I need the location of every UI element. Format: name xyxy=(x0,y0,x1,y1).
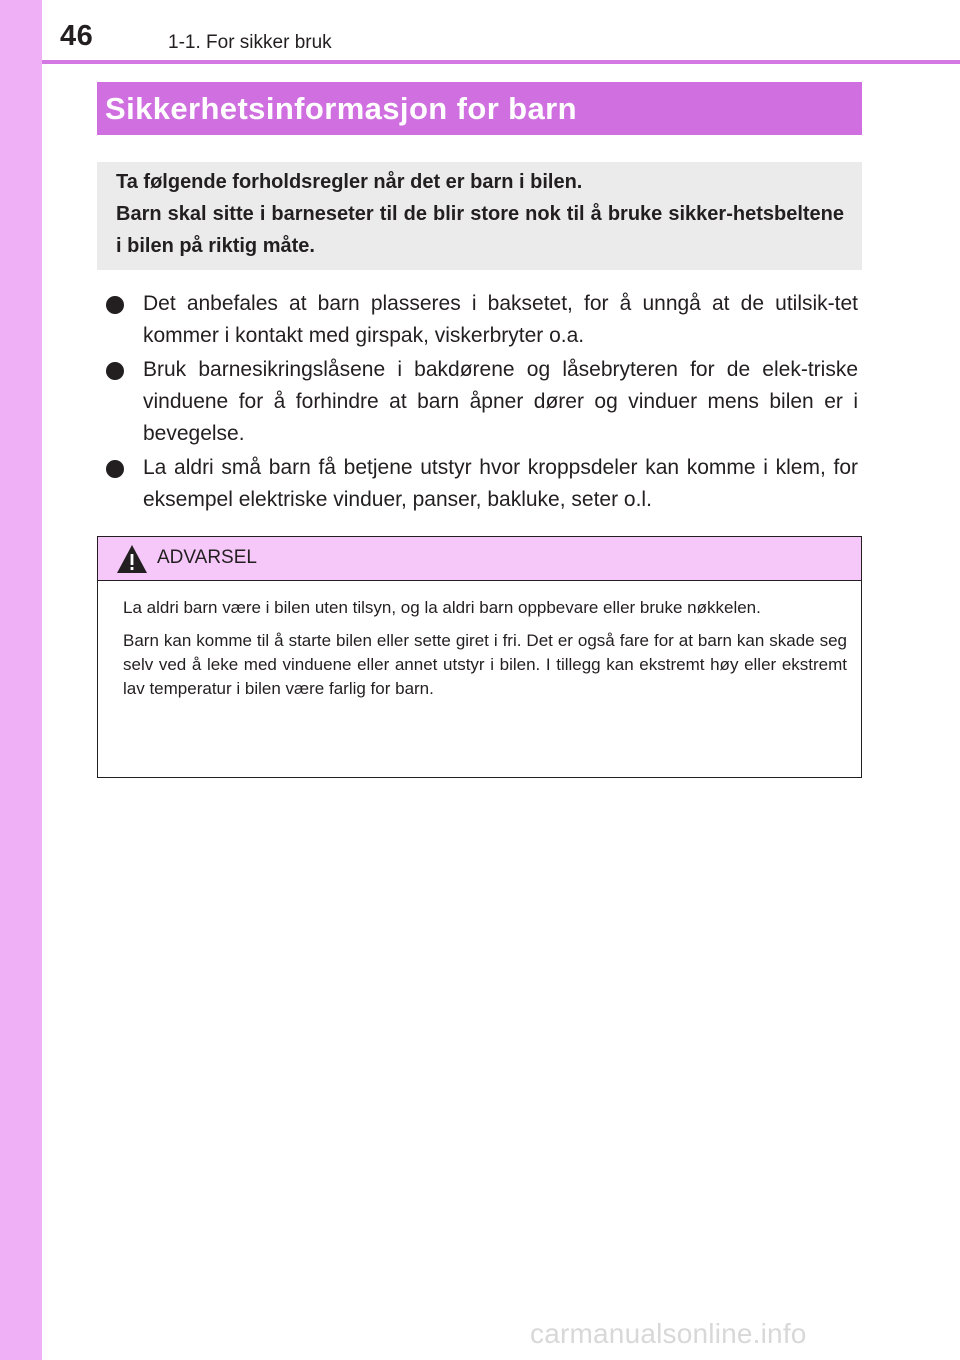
watermark: carmanualsonline.info xyxy=(530,1318,807,1349)
intro-line: Barn skal sitte i barneseter til de blir store nok til å bruke sikker-hetsbeltene i bilen på riktig måte. xyxy=(116,203,844,257)
side-color-strip xyxy=(0,0,42,1360)
bullet-dot-icon xyxy=(106,460,124,478)
header-rule xyxy=(42,60,960,64)
section-label: 1-1. For sikker bruk xyxy=(168,32,332,53)
list-item xyxy=(105,354,858,450)
warning-box xyxy=(97,536,862,778)
warning-triangle-icon xyxy=(116,544,148,574)
intro-line: Ta følgende forholdsregler når det er barn i bilen. xyxy=(116,171,583,193)
warning-label: ADVARSEL xyxy=(157,547,257,568)
list-item xyxy=(105,452,858,516)
list-item-text: La aldri små barn få betjene utstyr hvor kroppsdeler kan komme i klem, for eksempel elektriske vinduer, panser, bakluke, seter o.l. xyxy=(143,456,858,511)
list-item xyxy=(105,288,858,352)
bullet-dot-icon xyxy=(106,296,124,314)
list-item-text: Det anbefales at barn plasseres i baksetet, for å unngå at de utilsik-tet kommer i kontakt med girspak, viskerbryter o.a. xyxy=(143,292,858,347)
bullet-list xyxy=(105,288,858,518)
warning-paragraph: Barn kan komme til å starte bilen eller sette giret i fri. Det er også fare for at barn kan skade seg selv ved å leke med vinduene eller annet utstyr i bilen. I tillegg kan ekstremt høy eller ekstremt lav temperatur i bilen være farlig for barn. xyxy=(123,631,847,698)
list-item-text: Bruk barnesikringslåsene i bakdørene og låsebryteren for de elek-triske vinduene for å forhindre at barn åpner dører og vinduer mens bilen er i bevegelse. xyxy=(143,358,858,445)
title-bar xyxy=(97,82,862,135)
page-number: 46 xyxy=(60,20,94,52)
warning-paragraph: La aldri barn være i bilen uten tilsyn, og la aldri barn oppbevare eller bruke nøkkelen. xyxy=(123,598,761,617)
intro-box xyxy=(97,162,862,270)
bullet-dot-icon xyxy=(106,362,124,380)
warning-header xyxy=(98,537,861,581)
warning-body xyxy=(98,581,861,701)
page-title: Sikkerhetsinformasjon for barn xyxy=(105,91,577,126)
